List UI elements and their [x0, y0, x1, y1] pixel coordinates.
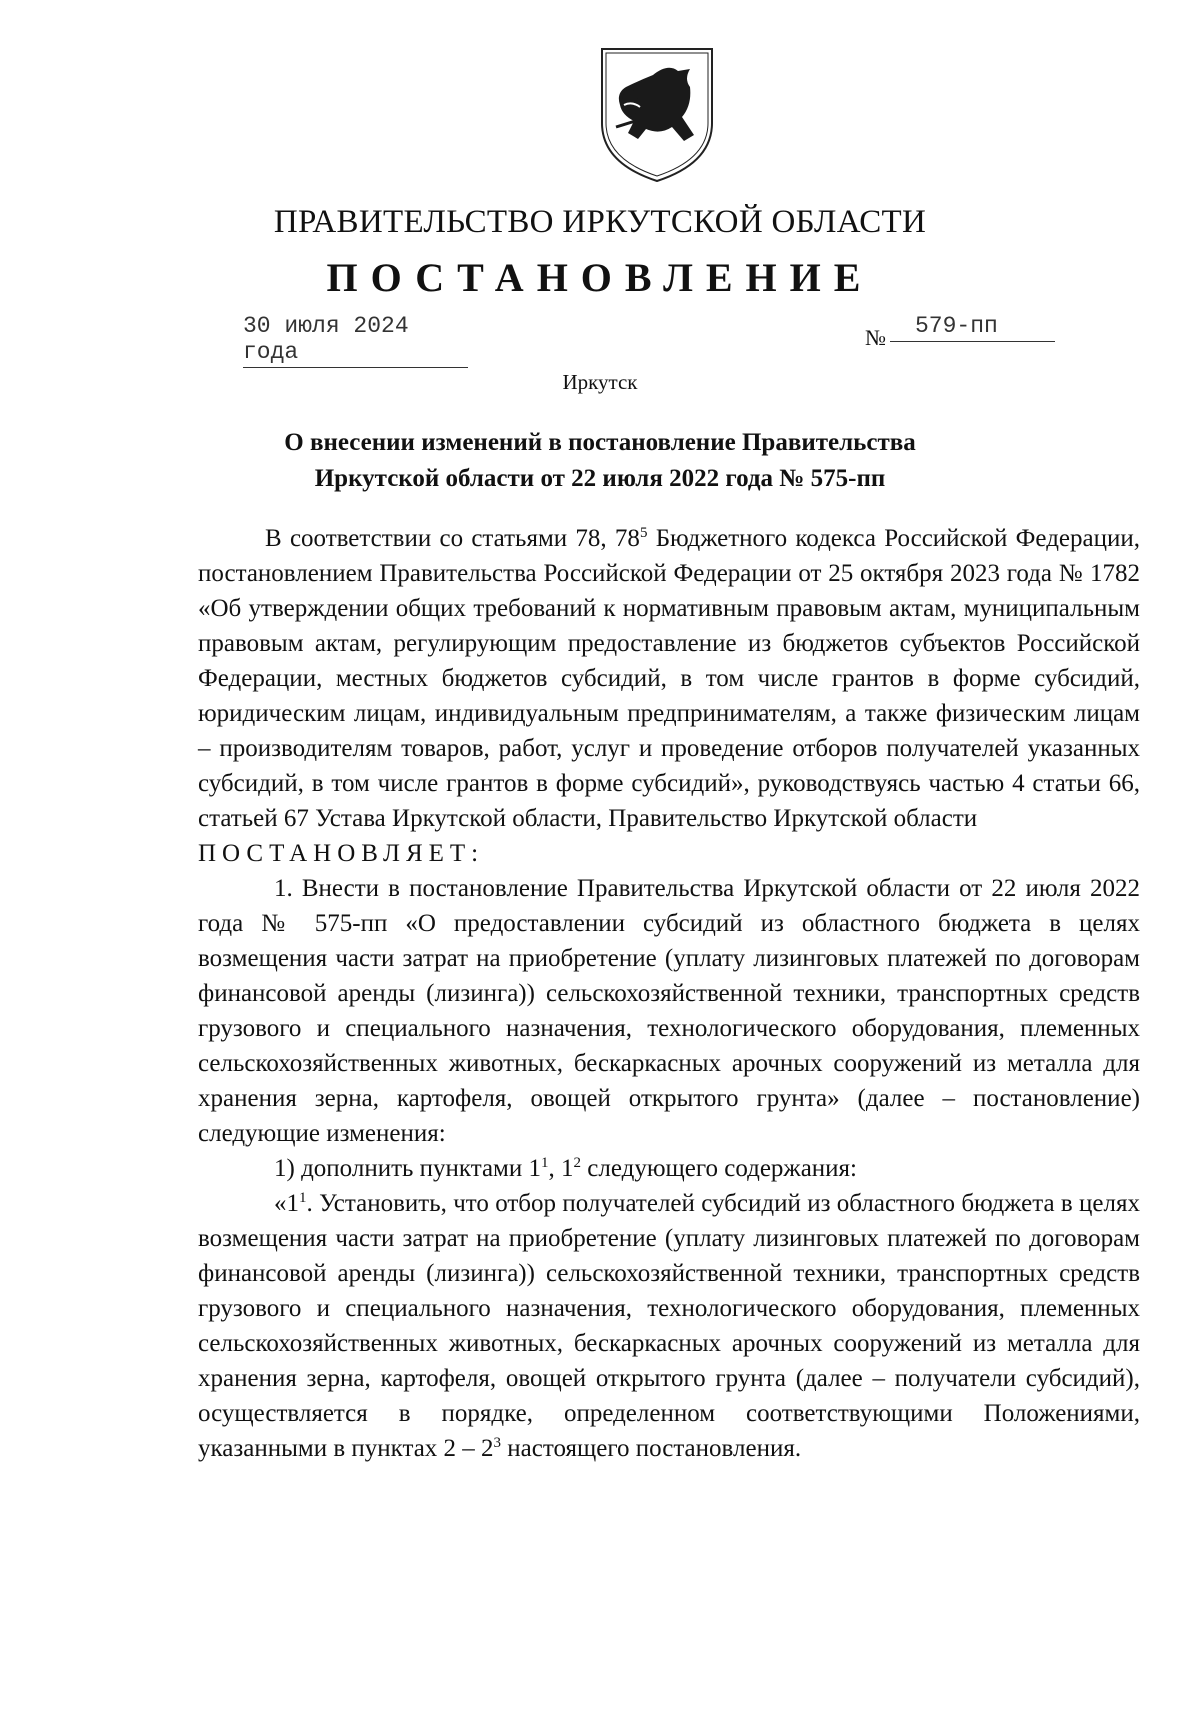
number-sign: №	[865, 325, 886, 350]
subitem-superscript-2: 2	[573, 1155, 582, 1171]
point-superscript-1: 1	[299, 1190, 307, 1206]
document-title	[0, 425, 1200, 497]
subitem-superscript-1: 1	[541, 1155, 549, 1171]
preamble-paragraph	[198, 521, 1140, 836]
government-name: ПРАВИТЕЛЬСТВО ИРКУТСКОЙ ОБЛАСТИ	[273, 204, 927, 240]
document-type: ПОСТАНОВЛЕНИЕ	[326, 255, 874, 300]
point-superscript-2: 3	[493, 1435, 502, 1451]
subitem-1-paragraph	[198, 1151, 1140, 1186]
preamble-superscript: 5	[639, 525, 648, 541]
resolves-heading: ПОСТАНОВЛЯЕТ:	[198, 840, 485, 867]
subitem-text-1: 1) дополнить пунктами 1	[274, 1155, 542, 1182]
subitem-text-3: следующего содержания:	[581, 1155, 857, 1182]
coat-of-arms-emblem	[598, 45, 716, 185]
title-line-1: О внесении изменений в постановление Правительства	[284, 429, 916, 456]
point-1-1-paragraph	[198, 1186, 1140, 1466]
title-line-2: Иркутской области от 22 июля 2022 года № 575-пп	[314, 465, 886, 492]
item-1-paragraph: 1. Внести в постановление Правительства Иркутской области от 22 июля 2022 года № 575-пп «О предоставлении субсидий из областного бюджета в целях возмещения части затрат на приобретение (уплату лизинговых платежей по договорам финансовой аренды (лизинга)) сельскохозяйственной техники, транспортных средств грузового и специального назначения, технологического оборудования, племенных сельскохозяйственных животных, бескаркасных арочных сооружений из металла для хранения зерна, картофеля, овощей открытого грунта» (далее – постановление) следующие изменения:	[198, 875, 1140, 1147]
subitem-text-2: , 1	[548, 1155, 574, 1182]
preamble-text-2: Бюджетного кодекса Российской Федерации, постановлением Правительства Российской Федерации от 25 октября 2023 года № 1782 «Об утверждении общих требований к нормативным правовым актам, муниципальным правовым актам, регулирующим предоставление из бюджетов субъектов Российской Федерации, местных бюджетов субсидий, в том числе грантов в форме субсидий, юридическим лицам, индивидуальным предпринимателям, а также физическим лицам – производителям товаров, работ, услуг и проведение отборов получателей указанных субсидий, в том числе грантов в форме субсидий», руководствуясь частью 4 статьи 66, статьей 67 Устава Иркутской области, Правительство Иркутской области	[198, 525, 1140, 832]
preamble-text-1: В соответствии со статьями 78, 78	[265, 525, 640, 552]
city: Иркутск	[562, 370, 638, 394]
point-text-3: настоящего постановления.	[501, 1435, 802, 1462]
document-number: 579-пп	[890, 313, 1055, 342]
document-body	[198, 521, 1140, 1466]
document-date: 30 июля 2024 года	[243, 313, 468, 368]
point-text-2: . Установить, что отбор получателей субсидий из областного бюджета в целях возмещения части затрат на приобретение (уплату лизинговых платежей по договорам финансовой аренды (лизинга)) сельскохозяйственной техники, транспортных средств грузового и специального назначения, технологического оборудования, племенных сельскохозяйственных животных, бескаркасных арочных сооружений из металла для хранения зерна, картофеля, овощей открытого грунта (далее – получатели субсидий), осуществляется в порядке, определенном соответствующими Положениями, указанными в пунктах 2 – 2	[198, 1190, 1140, 1462]
point-text-1: «1	[274, 1190, 299, 1217]
